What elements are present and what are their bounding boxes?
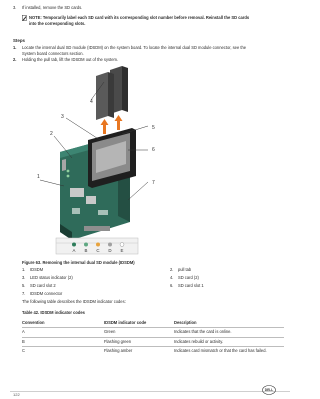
table-row — [22, 347, 284, 355]
legend-number: 6. — [170, 283, 174, 288]
callout-7: 7 — [152, 180, 155, 186]
legend-item — [170, 267, 191, 272]
callout-2: 2 — [50, 131, 53, 137]
step-text: If installed, remove the SD cards. — [22, 5, 83, 10]
led-label-d: D — [108, 248, 112, 253]
header-description: Description — [174, 320, 197, 326]
legend-number: 4. — [170, 275, 174, 280]
legend-text: pull tab — [177, 267, 192, 272]
table-row — [22, 338, 284, 346]
step-1-number: 1. — [13, 45, 17, 50]
removal-arrows — [101, 115, 123, 134]
header-convention: Convention — [22, 320, 45, 326]
step-1-line-2: System board connectors section. — [22, 50, 84, 56]
note-line-1: NOTE: Temporarily label each SD card with its corresponding slot number before removal. Reinstall the SD cards — [29, 15, 250, 20]
led-a-icon — [72, 243, 76, 247]
led-b-icon — [84, 243, 88, 247]
page-number: 122 — [13, 392, 20, 397]
legend-number: 1. — [22, 267, 26, 272]
legend-number: 5. — [22, 283, 26, 288]
legend-item — [22, 275, 73, 280]
cell-indicator-code: Flashing amber — [104, 348, 133, 354]
legend-number: 2. — [170, 267, 174, 272]
cell-description: Indicates that the card is online. — [174, 329, 232, 335]
cell-description: Indicates rebuild or activity. — [174, 338, 224, 344]
cell-indicator-code: Flashing green — [104, 338, 132, 344]
dell-logo-icon — [262, 385, 276, 395]
callout-5: 5 — [152, 125, 155, 131]
step-2-number: 2. — [13, 57, 17, 62]
cell-convention: A — [22, 329, 25, 335]
cell-description: Indicates card mismatch or that the card has failed. — [174, 348, 267, 354]
table-header-row — [22, 319, 284, 327]
led-label-c: C — [96, 248, 100, 253]
table-title: Table 42. IDSDM indicator codes — [22, 310, 85, 315]
legend-text: SD card slot 2 — [29, 283, 56, 288]
legend-item — [22, 291, 62, 296]
callout-6: 6 — [152, 147, 155, 153]
header-indicator-code: IDSDM indicator code — [104, 320, 147, 326]
led-label-a: A — [72, 248, 76, 253]
cell-convention: C — [22, 348, 25, 354]
footer-divider — [10, 391, 290, 392]
note-line-2: into the corresponding slots. — [29, 20, 86, 26]
legend-item — [22, 283, 56, 288]
figure-caption: Figure 63. Removing the internal dual SD module (IDSDM) — [22, 260, 135, 265]
legend-text: LED status indicator (2) — [29, 275, 73, 280]
led-d-icon — [108, 243, 112, 247]
legend-item — [170, 275, 199, 280]
legend-item — [170, 283, 204, 288]
sd-card-front — [96, 72, 114, 120]
cell-convention: B — [22, 338, 25, 344]
table-row — [22, 328, 284, 336]
step-1-line-1: Locate the internal dual SD module (IDSDM) on the system board. To locate the internal dual SD module connector, see the — [22, 45, 247, 50]
callout-1: 1 — [37, 174, 40, 180]
led-indicator-inset — [56, 238, 138, 254]
legend-number: 7. — [22, 291, 26, 296]
table-intro: The following table describes the IDSDM indicator codes: — [22, 299, 126, 304]
legend-text: IDSDM — [29, 267, 44, 272]
legend-text: SD card (2) — [177, 275, 199, 280]
idsdm-board — [60, 128, 136, 240]
legend-text: SD card slot 1 — [177, 283, 204, 288]
callout-3: 3 — [61, 114, 64, 120]
step-2-line-1: Holding the pull tab, lift the IDSDM out of the system. — [22, 57, 119, 62]
legend-text: IDSDM connector — [29, 291, 63, 296]
dell-logo-text: DELL — [264, 388, 274, 393]
legend-item — [22, 267, 43, 272]
steps-heading: Steps — [13, 38, 25, 43]
led-e-icon — [120, 243, 124, 247]
legend-number: 3. — [22, 275, 26, 280]
led-label-e: E — [120, 248, 124, 253]
step-number: 3. — [13, 5, 17, 10]
led-label-b: B — [84, 248, 88, 253]
callout-4: 4 — [90, 99, 93, 105]
cell-indicator-code: Green — [104, 329, 116, 335]
led-c-icon — [96, 243, 100, 247]
